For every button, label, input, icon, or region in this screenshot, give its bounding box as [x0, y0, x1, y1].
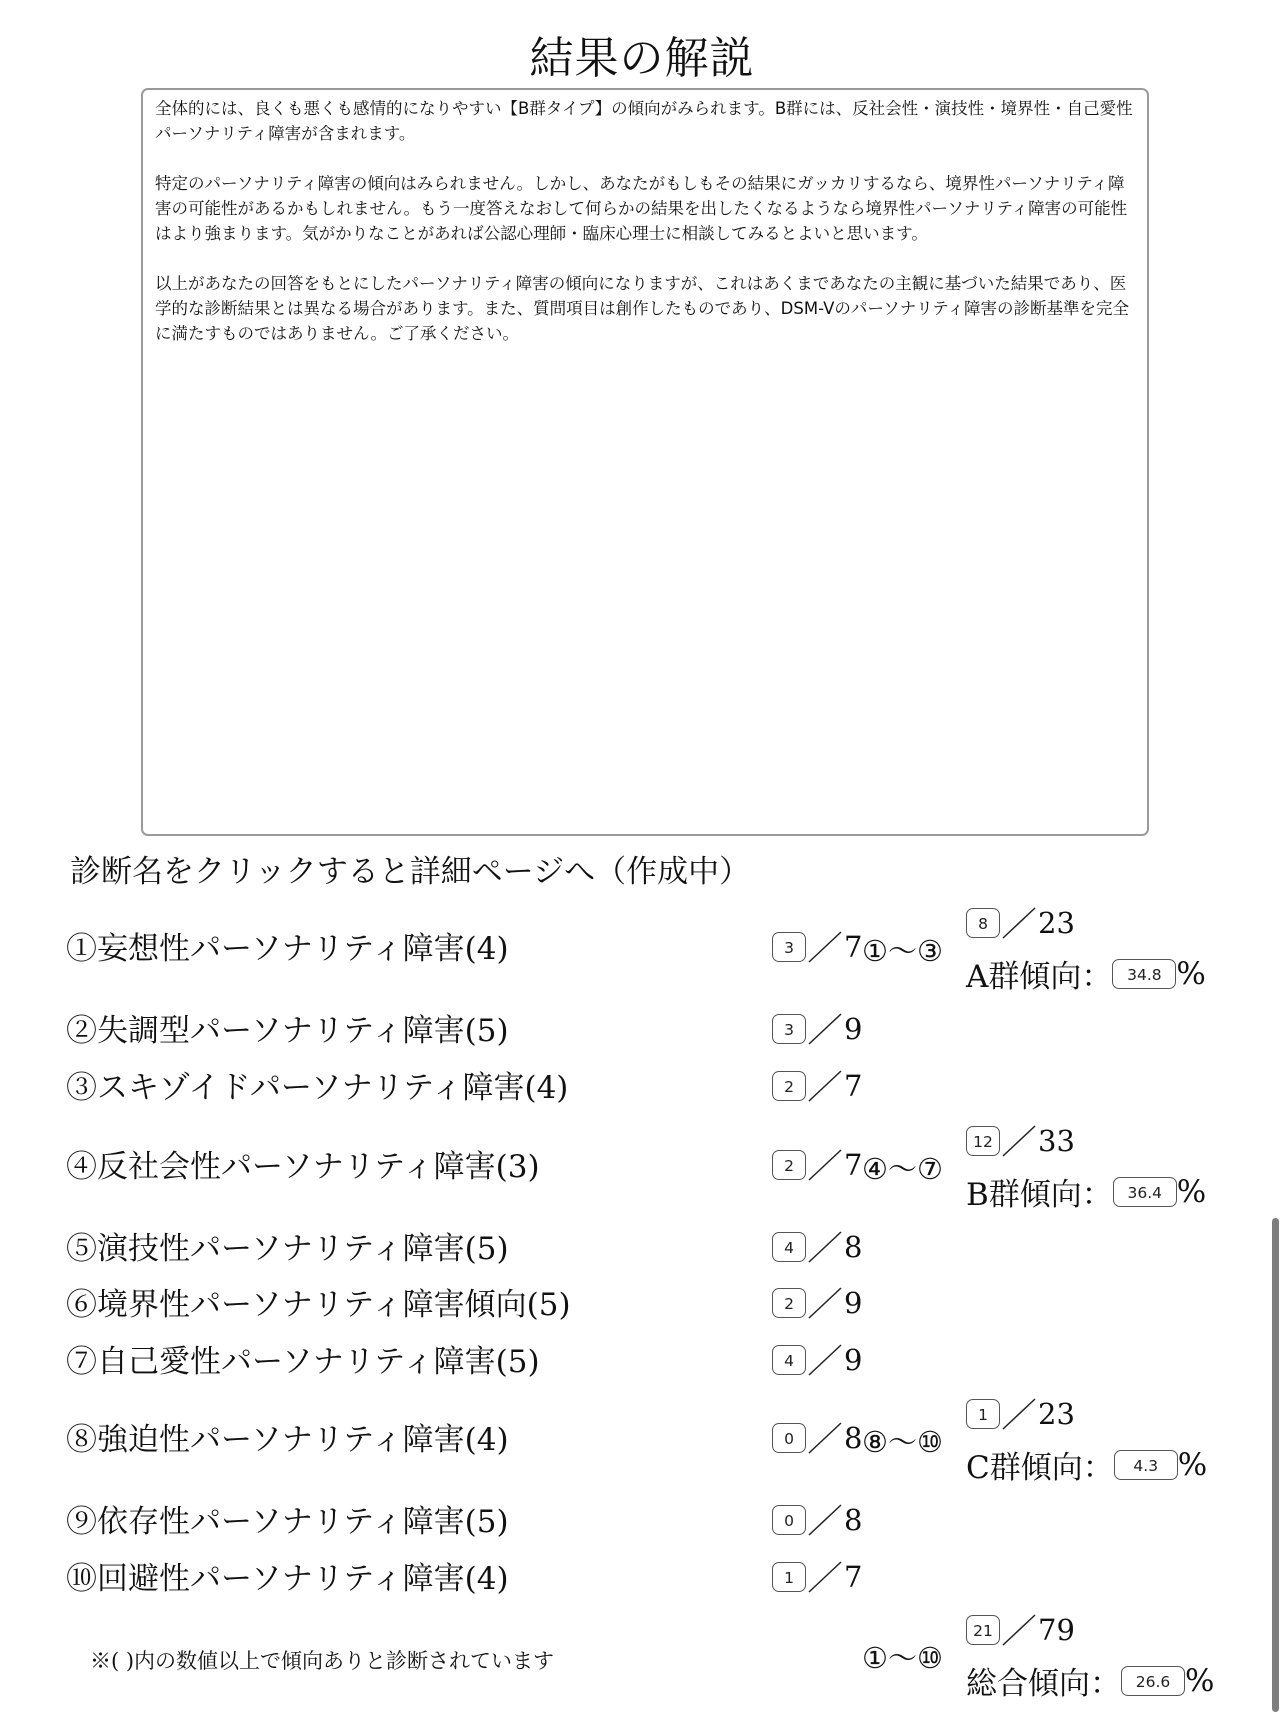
score-max: 9: [844, 1012, 863, 1046]
overall-range: ①〜⑩: [862, 1641, 943, 1675]
score-box[interactable]: 2: [772, 1150, 806, 1180]
score-schizotypal: [772, 1011, 862, 1047]
group-pct-box[interactable]: 34.8: [1112, 959, 1176, 989]
score-dependent: [772, 1502, 862, 1538]
score-narcissistic: [772, 1342, 862, 1378]
percent-sign: %: [1177, 1446, 1208, 1483]
score-box[interactable]: 2: [772, 1071, 806, 1101]
group-pct-box[interactable]: 4.3: [1114, 1450, 1178, 1480]
group-c-range: ⑧〜⑩: [862, 1425, 943, 1459]
group-label: C群傾向：: [966, 1450, 1114, 1486]
percent-sign: %: [1176, 955, 1206, 992]
page-scrollbar[interactable]: [1272, 1218, 1279, 1712]
group-a-total: [966, 905, 1075, 941]
score-schizoid: [772, 1068, 862, 1104]
score-box[interactable]: 3: [772, 932, 806, 962]
slash-icon: [1000, 1123, 1038, 1159]
disorder-link-borderline[interactable]: ⑥境界性パーソナリティ障害傾向(5): [66, 1287, 571, 1323]
group-label: B群傾向：: [966, 1177, 1113, 1213]
score-box[interactable]: 4: [772, 1232, 806, 1262]
slash-icon: [1000, 1612, 1038, 1648]
slash-icon: [806, 1229, 844, 1265]
group-c-total: [966, 1396, 1075, 1432]
disorder-link-histrionic[interactable]: ⑤演技性パーソナリティ障害(5): [66, 1231, 509, 1267]
score-max: 8: [844, 1421, 863, 1455]
slash-icon: [806, 1068, 844, 1104]
group-total-box[interactable]: 12: [966, 1126, 1000, 1156]
group-total-max: 79: [1038, 1613, 1075, 1647]
slash-icon: [806, 1502, 844, 1538]
explanation-paragraph: 以上があなたの回答をもとにしたパーソナリティ障害の傾向になりますが、これはあくまであなたの主観に基づいた結果であり、医学的な診断結果とは異なる場合があります。また、質問項目は創作したものであり、DSM-Vのパーソナリティ障害の診断基準を完全に満たすものではありません。ご了承ください。: [155, 274, 1130, 343]
disorder-link-narcissistic[interactable]: ⑦自己愛性パーソナリティ障害(5): [66, 1344, 540, 1380]
footnote: ※( )内の数値以上で傾向ありと診断されています: [90, 1649, 555, 1673]
score-max: 7: [844, 1069, 863, 1103]
disorder-link-schizotypal[interactable]: ②失調型パーソナリティ障害(5): [66, 1013, 509, 1049]
score-obsessive: [772, 1420, 862, 1456]
disorder-link-dependent[interactable]: ⑨依存性パーソナリティ障害(5): [66, 1504, 509, 1540]
score-borderline: [772, 1285, 862, 1321]
score-box[interactable]: 4: [772, 1345, 806, 1375]
group-total-box[interactable]: 8: [966, 908, 1000, 938]
group-pct-box[interactable]: 26.6: [1121, 1666, 1185, 1696]
score-max: 7: [844, 930, 863, 964]
group-label: 総合傾向：: [966, 1666, 1121, 1702]
score-max: 9: [844, 1286, 863, 1320]
slash-icon: [1000, 1396, 1038, 1432]
group-a-tendency: [966, 951, 1206, 996]
group-total-max: 23: [1038, 1397, 1075, 1431]
score-histrionic: [772, 1229, 862, 1265]
group-total-box[interactable]: 21: [966, 1615, 1000, 1645]
score-antisocial: [772, 1147, 862, 1183]
overall-total: [966, 1612, 1075, 1648]
score-box[interactable]: 3: [772, 1014, 806, 1044]
percent-sign: %: [1176, 1173, 1207, 1210]
group-total-box[interactable]: 1: [966, 1399, 1000, 1429]
score-max: 8: [844, 1230, 863, 1264]
percent-sign: %: [1185, 1662, 1215, 1699]
disorder-link-antisocial[interactable]: ④反社会性パーソナリティ障害(3): [66, 1149, 540, 1185]
score-avoidant: [772, 1559, 862, 1595]
slash-icon: [806, 1559, 844, 1595]
group-label: A群傾向：: [966, 959, 1113, 995]
score-box[interactable]: 0: [772, 1423, 806, 1453]
explanation-textarea[interactable]: [141, 88, 1149, 836]
score-box[interactable]: 0: [772, 1505, 806, 1535]
disorder-link-paranoid[interactable]: ①妄想性パーソナリティ障害(4): [66, 931, 509, 967]
click-hint: 診断名をクリックすると詳細ページへ（作成中）: [70, 854, 751, 890]
group-b-tendency: [966, 1169, 1206, 1214]
group-total-max: 33: [1038, 1124, 1075, 1158]
score-max: 9: [844, 1343, 863, 1377]
group-pct-box[interactable]: 36.4: [1113, 1177, 1177, 1207]
disorder-link-obsessive[interactable]: ⑧強迫性パーソナリティ障害(4): [66, 1422, 509, 1458]
group-a-range: ①〜③: [862, 934, 943, 968]
group-c-tendency: [966, 1442, 1207, 1487]
slash-icon: [806, 1342, 844, 1378]
explanation-paragraph: 全体的には、良くも悪くも感情的になりやすい【B群タイプ】の傾向がみられます。B群には、反社会性・演技性・境界性・自己愛性パーソナリティ障害が含まれます。: [155, 99, 1133, 143]
page-title: 結果の解説: [529, 33, 755, 84]
score-box[interactable]: 1: [772, 1562, 806, 1592]
disorder-link-avoidant[interactable]: ⑩回避性パーソナリティ障害(4): [66, 1561, 509, 1597]
group-b-range: ④〜⑦: [862, 1152, 943, 1186]
score-max: 7: [844, 1148, 863, 1182]
slash-icon: [1000, 905, 1038, 941]
score-max: 8: [844, 1503, 863, 1537]
slash-icon: [806, 1147, 844, 1183]
explanation-paragraph: 特定のパーソナリティ障害の傾向はみられません。しかし、あなたがもしもその結果にガッカリするなら、境界性パーソナリティ障害の可能性があるかもしれません。もう一度答えなおして何らかの結果を出したくなるようなら境界性パーソナリティ障害の可能性はより強まります。気がかりなことがあれば公認心理師・臨床心理士に相談してみるとよいと思います。: [155, 174, 1128, 243]
group-b-total: [966, 1123, 1075, 1159]
slash-icon: [806, 929, 844, 965]
group-total-max: 23: [1038, 906, 1075, 940]
score-paranoid: [772, 929, 862, 965]
overall-tendency: [966, 1658, 1214, 1703]
slash-icon: [806, 1011, 844, 1047]
score-max: 7: [844, 1560, 863, 1594]
disorder-link-schizoid[interactable]: ③スキゾイドパーソナリティ障害(4): [66, 1070, 569, 1106]
slash-icon: [806, 1420, 844, 1456]
score-box[interactable]: 2: [772, 1288, 806, 1318]
slash-icon: [806, 1285, 844, 1321]
